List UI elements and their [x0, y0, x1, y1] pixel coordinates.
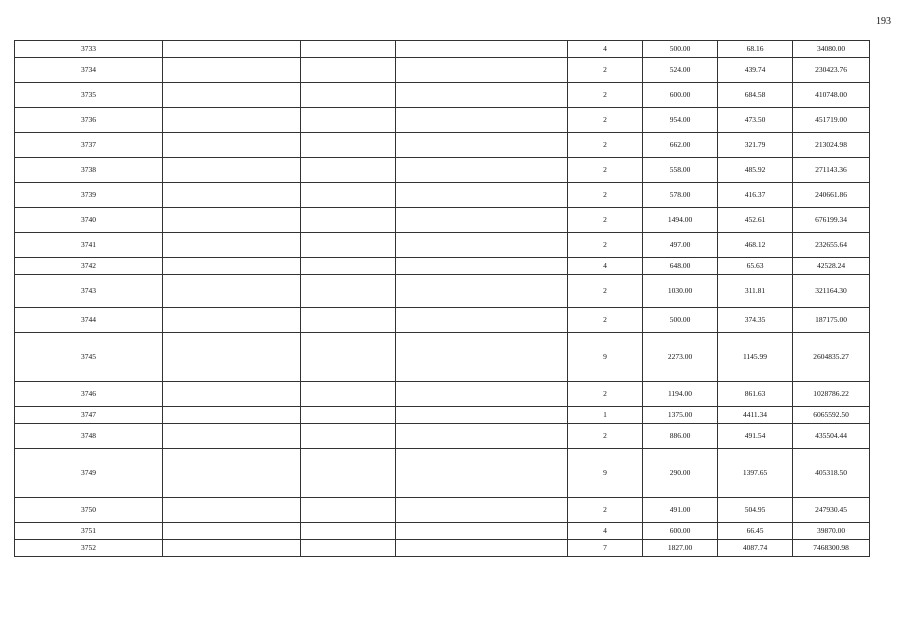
cell-address: [163, 275, 301, 308]
cell-specific-value: 504.95: [718, 498, 793, 523]
cell-specific-value: 66.45: [718, 523, 793, 540]
cell-specific-value: 321.79: [718, 133, 793, 158]
cell-cadastral-value: 232655.64: [793, 233, 870, 258]
cell-use-group: 2: [568, 233, 643, 258]
cell-address: [163, 158, 301, 183]
cell-address: [163, 183, 301, 208]
cell-specific-value: 439.74: [718, 58, 793, 83]
cell-use-group: 2: [568, 498, 643, 523]
cell-cadastral-number: [301, 333, 396, 382]
cell-row-number: 3746: [15, 382, 163, 407]
cell-cadastral-number: [301, 449, 396, 498]
table-row: [15, 58, 870, 83]
cell-area: 1375.00: [643, 407, 718, 424]
cell-specific-value: 4411.34: [718, 407, 793, 424]
cell-area: 558.00: [643, 158, 718, 183]
cell-area: 1194.00: [643, 382, 718, 407]
table-row: [15, 333, 870, 382]
cell-address: [163, 523, 301, 540]
table-row: [15, 83, 870, 108]
cell-specific-value: 861.63: [718, 382, 793, 407]
cell-cadastral-number: [301, 258, 396, 275]
cell-row-number: 3743: [15, 275, 163, 308]
cell-area: 600.00: [643, 83, 718, 108]
cell-use-group: 2: [568, 58, 643, 83]
cell-address: [163, 333, 301, 382]
cell-row-number: 3740: [15, 208, 163, 233]
cell-address: [163, 208, 301, 233]
cell-specific-value: 473.50: [718, 108, 793, 133]
cell-land-use: [396, 233, 568, 258]
cell-row-number: 3744: [15, 308, 163, 333]
cell-row-number: 3751: [15, 523, 163, 540]
cell-address: [163, 424, 301, 449]
cell-address: [163, 449, 301, 498]
table-row: [15, 183, 870, 208]
cell-cadastral-number: [301, 498, 396, 523]
cell-land-use: [396, 41, 568, 58]
cell-use-group: 4: [568, 523, 643, 540]
cell-row-number: 3735: [15, 83, 163, 108]
cell-address: [163, 108, 301, 133]
cell-land-use: [396, 158, 568, 183]
cell-specific-value: 416.37: [718, 183, 793, 208]
cell-address: [163, 498, 301, 523]
cell-cadastral-value: 247930.45: [793, 498, 870, 523]
table-row: [15, 108, 870, 133]
cell-specific-value: 452.61: [718, 208, 793, 233]
cell-row-number: 3752: [15, 540, 163, 557]
cell-row-number: 3734: [15, 58, 163, 83]
cell-address: [163, 382, 301, 407]
cell-land-use: [396, 540, 568, 557]
cell-cadastral-number: [301, 540, 396, 557]
cell-specific-value: 68.16: [718, 41, 793, 58]
cell-cadastral-value: 405318.50: [793, 449, 870, 498]
cell-cadastral-value: 230423.76: [793, 58, 870, 83]
cell-land-use: [396, 133, 568, 158]
table-row: [15, 407, 870, 424]
cell-land-use: [396, 108, 568, 133]
cell-specific-value: 374.35: [718, 308, 793, 333]
cell-area: 662.00: [643, 133, 718, 158]
cell-land-use: [396, 58, 568, 83]
cell-cadastral-number: [301, 424, 396, 449]
cell-address: [163, 258, 301, 275]
cell-address: [163, 41, 301, 58]
cell-use-group: 9: [568, 333, 643, 382]
cell-use-group: 2: [568, 108, 643, 133]
cell-specific-value: 485.92: [718, 158, 793, 183]
cell-cadastral-number: [301, 308, 396, 333]
table-row: [15, 41, 870, 58]
table-row: [15, 498, 870, 523]
table-row: [15, 308, 870, 333]
cell-cadastral-number: [301, 523, 396, 540]
table-row: [15, 424, 870, 449]
cell-area: 1827.00: [643, 540, 718, 557]
cell-address: [163, 83, 301, 108]
cell-specific-value: 468.12: [718, 233, 793, 258]
table-row: [15, 233, 870, 258]
cell-cadastral-value: 213024.98: [793, 133, 870, 158]
cell-use-group: 2: [568, 275, 643, 308]
cell-cadastral-value: 410748.00: [793, 83, 870, 108]
cell-cadastral-number: [301, 208, 396, 233]
cell-row-number: 3738: [15, 158, 163, 183]
cell-row-number: 3739: [15, 183, 163, 208]
cell-row-number: 3745: [15, 333, 163, 382]
cell-use-group: 4: [568, 41, 643, 58]
table-row: [15, 158, 870, 183]
cell-row-number: 3733: [15, 41, 163, 58]
cell-row-number: 3749: [15, 449, 163, 498]
table-row: [15, 133, 870, 158]
cell-land-use: [396, 258, 568, 275]
table-row: [15, 540, 870, 557]
cell-cadastral-number: [301, 275, 396, 308]
cell-specific-value: 311.81: [718, 275, 793, 308]
cell-cadastral-number: [301, 108, 396, 133]
cell-use-group: 2: [568, 158, 643, 183]
cell-cadastral-value: 451719.00: [793, 108, 870, 133]
cell-cadastral-value: 271143.36: [793, 158, 870, 183]
cell-address: [163, 133, 301, 158]
table-row: [15, 258, 870, 275]
cell-use-group: 2: [568, 424, 643, 449]
cell-use-group: 7: [568, 540, 643, 557]
cell-land-use: [396, 382, 568, 407]
cell-land-use: [396, 523, 568, 540]
table-row: [15, 275, 870, 308]
cell-area: 2273.00: [643, 333, 718, 382]
table-row: [15, 382, 870, 407]
cell-cadastral-value: 6065592.50: [793, 407, 870, 424]
cell-cadastral-value: 1028786.22: [793, 382, 870, 407]
cell-cadastral-number: [301, 158, 396, 183]
cell-use-group: 2: [568, 308, 643, 333]
cell-area: 886.00: [643, 424, 718, 449]
cell-land-use: [396, 83, 568, 108]
cell-area: 1030.00: [643, 275, 718, 308]
cell-cadastral-value: 2604835.27: [793, 333, 870, 382]
cell-cadastral-value: 435504.44: [793, 424, 870, 449]
cell-area: 648.00: [643, 258, 718, 275]
cell-cadastral-number: [301, 382, 396, 407]
table-row: [15, 523, 870, 540]
cell-cadastral-value: 42528.24: [793, 258, 870, 275]
table-row: [15, 208, 870, 233]
cell-use-group: 2: [568, 133, 643, 158]
cell-area: 524.00: [643, 58, 718, 83]
cell-cadastral-number: [301, 183, 396, 208]
cell-row-number: 3747: [15, 407, 163, 424]
cell-area: 600.00: [643, 523, 718, 540]
cell-area: 290.00: [643, 449, 718, 498]
cell-row-number: 3748: [15, 424, 163, 449]
cell-specific-value: 1145.99: [718, 333, 793, 382]
cell-land-use: [396, 308, 568, 333]
cell-cadastral-number: [301, 133, 396, 158]
cell-use-group: 2: [568, 382, 643, 407]
cell-cadastral-value: 187175.00: [793, 308, 870, 333]
cell-area: 954.00: [643, 108, 718, 133]
cell-land-use: [396, 498, 568, 523]
cell-specific-value: 684.58: [718, 83, 793, 108]
cell-cadastral-value: 34080.00: [793, 41, 870, 58]
cell-cadastral-value: 39870.00: [793, 523, 870, 540]
cell-cadastral-number: [301, 83, 396, 108]
cell-use-group: 2: [568, 208, 643, 233]
cell-use-group: 2: [568, 83, 643, 108]
cell-use-group: 9: [568, 449, 643, 498]
cell-area: 500.00: [643, 308, 718, 333]
land-plot-table: [14, 40, 870, 557]
cell-row-number: 3750: [15, 498, 163, 523]
cell-area: 1494.00: [643, 208, 718, 233]
cell-use-group: 2: [568, 183, 643, 208]
cell-address: [163, 308, 301, 333]
cell-address: [163, 407, 301, 424]
cell-cadastral-number: [301, 233, 396, 258]
cell-cadastral-number: [301, 407, 396, 424]
cell-row-number: 3736: [15, 108, 163, 133]
cell-cadastral-number: [301, 41, 396, 58]
cell-cadastral-value: 240661.86: [793, 183, 870, 208]
cell-area: 578.00: [643, 183, 718, 208]
cell-specific-value: 1397.65: [718, 449, 793, 498]
cell-address: [163, 233, 301, 258]
cell-specific-value: 4087.74: [718, 540, 793, 557]
table-row: [15, 449, 870, 498]
cell-land-use: [396, 424, 568, 449]
cell-land-use: [396, 333, 568, 382]
page-number: 193: [876, 16, 891, 27]
cell-area: 491.00: [643, 498, 718, 523]
cell-specific-value: 491.54: [718, 424, 793, 449]
cell-land-use: [396, 183, 568, 208]
cell-row-number: 3741: [15, 233, 163, 258]
cell-land-use: [396, 449, 568, 498]
cell-use-group: 4: [568, 258, 643, 275]
cell-use-group: 1: [568, 407, 643, 424]
cell-address: [163, 540, 301, 557]
cell-land-use: [396, 275, 568, 308]
cell-area: 500.00: [643, 41, 718, 58]
cell-land-use: [396, 208, 568, 233]
cell-cadastral-number: [301, 58, 396, 83]
cell-address: [163, 58, 301, 83]
cell-row-number: 3737: [15, 133, 163, 158]
cell-specific-value: 65.63: [718, 258, 793, 275]
cell-cadastral-value: 676199.34: [793, 208, 870, 233]
cell-cadastral-value: 321164.30: [793, 275, 870, 308]
cell-area: 497.00: [643, 233, 718, 258]
cell-cadastral-value: 7468300.98: [793, 540, 870, 557]
cell-land-use: [396, 407, 568, 424]
cell-row-number: 3742: [15, 258, 163, 275]
